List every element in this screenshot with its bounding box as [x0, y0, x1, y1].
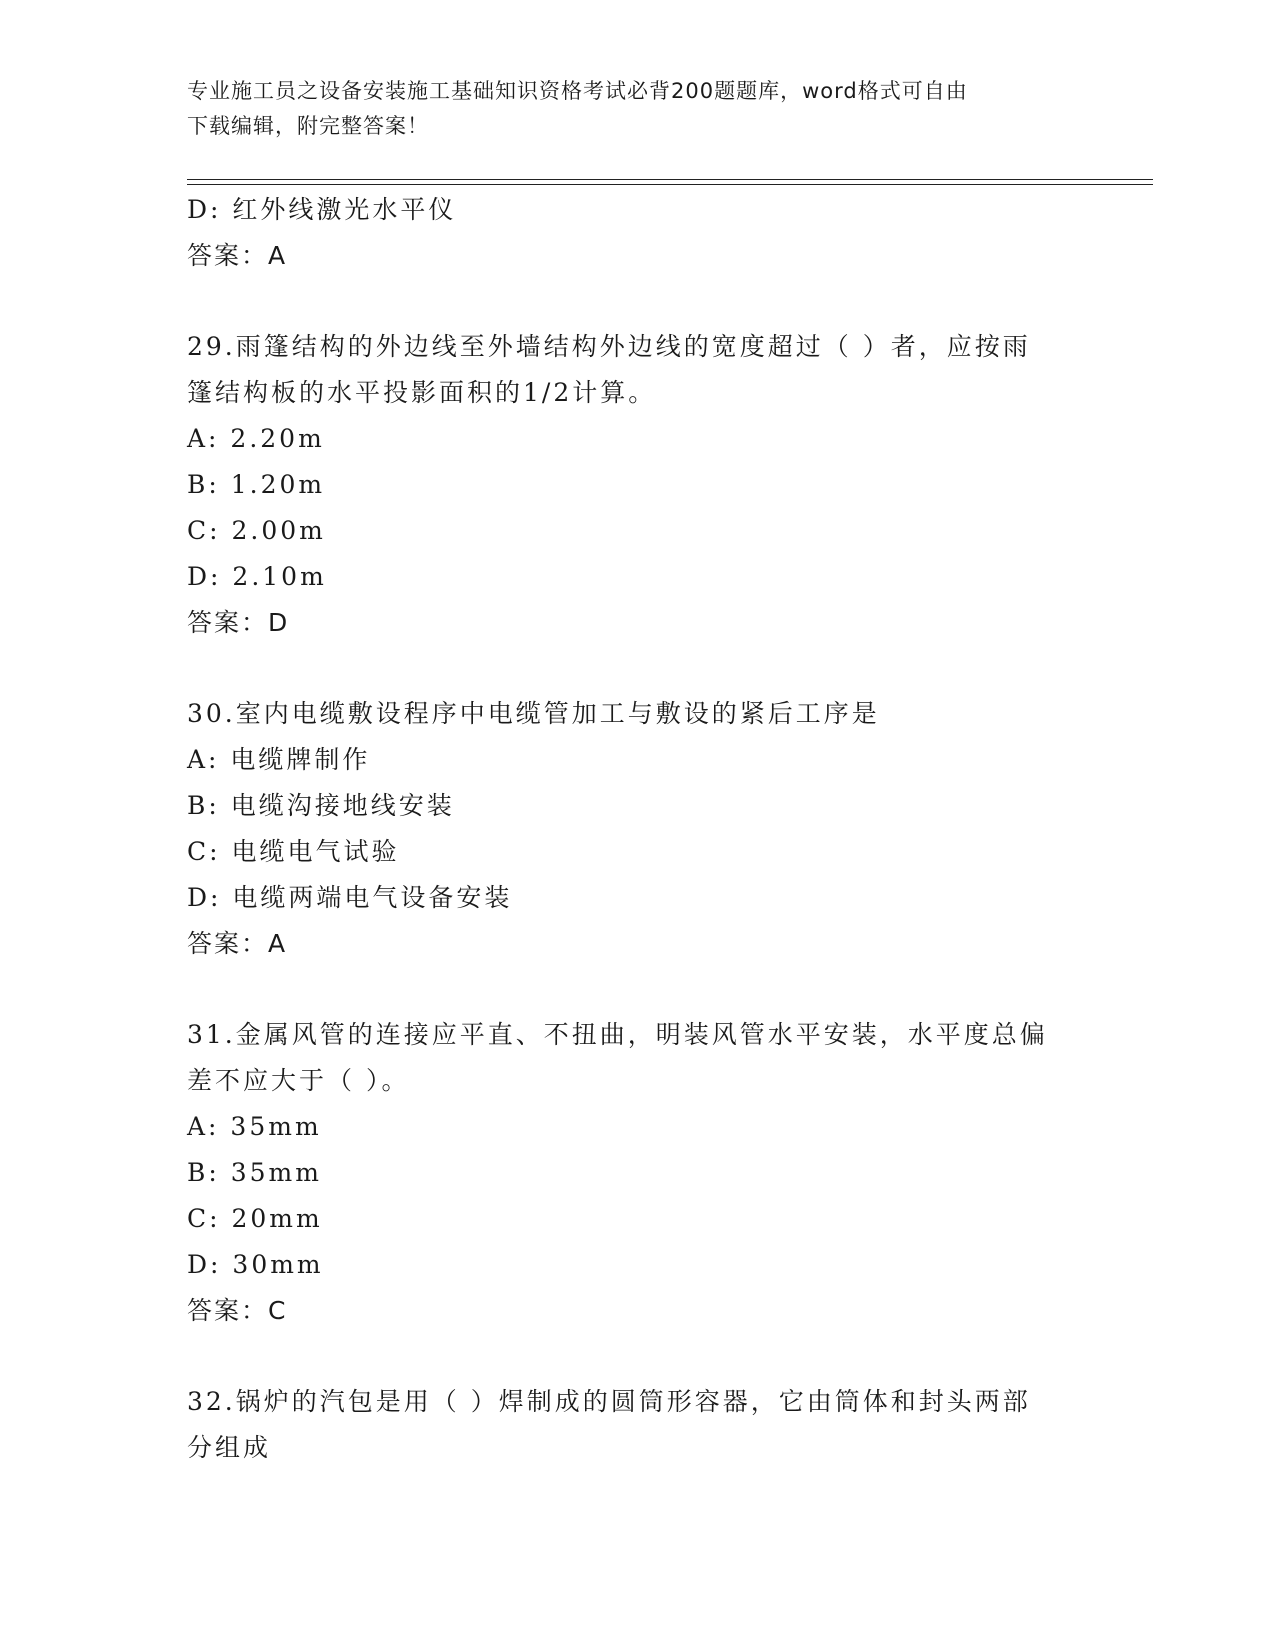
header-title-line-1: 专业施工员之设备安装施工基础知识资格考试必背200题题库，word格式可自由: [187, 79, 968, 103]
answer-line: 答案：D: [187, 608, 290, 637]
option-c: C: 20mm: [187, 1204, 323, 1233]
question-32: [187, 1379, 1087, 1471]
spacer: [187, 646, 1087, 691]
question-31: [187, 1012, 1087, 1334]
question-stem-line-2: 分组成: [187, 1433, 272, 1462]
question-body: [187, 187, 1087, 1471]
question-stem-line-1: 31.金属风管的连接应平直、不扭曲，明装风管水平安装，水平度总偏: [187, 1020, 1048, 1049]
option-d: D: 30mm: [187, 1250, 324, 1279]
question-stem-line-2: 差不应大于（ ）。: [187, 1066, 410, 1095]
header-title-line-2: 下载编辑，附完整答案！: [187, 114, 429, 138]
question-29: [187, 324, 1087, 646]
option-b: B: 1.20m: [187, 470, 326, 499]
option-b: B: 35mm: [187, 1158, 322, 1187]
question-stem-line-1: 30.室内电缆敷设程序中电缆管加工与敷设的紧后工序是: [187, 699, 880, 728]
spacer: [187, 967, 1087, 1012]
answer-line: 答案：A: [187, 241, 288, 270]
answer-line: 答案：C: [187, 1296, 288, 1325]
option-c: C: 2.00m: [187, 516, 326, 545]
question-stem-line-1: 32.锅炉的汽包是用（ ）焊制成的圆筒形容器，它由筒体和封头两部: [187, 1387, 1031, 1416]
spacer: [187, 279, 1087, 324]
option-d: D: 2.10m: [187, 562, 327, 591]
question-stem-line-2: 篷结构板的水平投影面积的1/2计算。: [187, 378, 657, 407]
question-30: [187, 691, 1087, 967]
spacer: [187, 1334, 1087, 1379]
option-a: A: 35mm: [187, 1112, 322, 1141]
question-stem-line-1: 29.雨篷结构的外边线至外墙结构外边线的宽度超过（ ）者，应按雨: [187, 332, 1031, 361]
option-d: D: 红外线激光水平仪: [187, 195, 457, 224]
document-header: [187, 74, 1067, 144]
option-d: D: 电缆两端电气设备安装: [187, 883, 513, 912]
option-a: A: 电缆牌制作: [187, 745, 371, 774]
header-divider-top: [187, 179, 1153, 180]
option-b: B: 电缆沟接地线安装: [187, 791, 455, 820]
option-c: C: 电缆电气试验: [187, 837, 400, 866]
answer-line: 答案：A: [187, 929, 288, 958]
header-divider-bottom: [187, 184, 1153, 185]
option-a: A: 2.20m: [187, 424, 325, 453]
